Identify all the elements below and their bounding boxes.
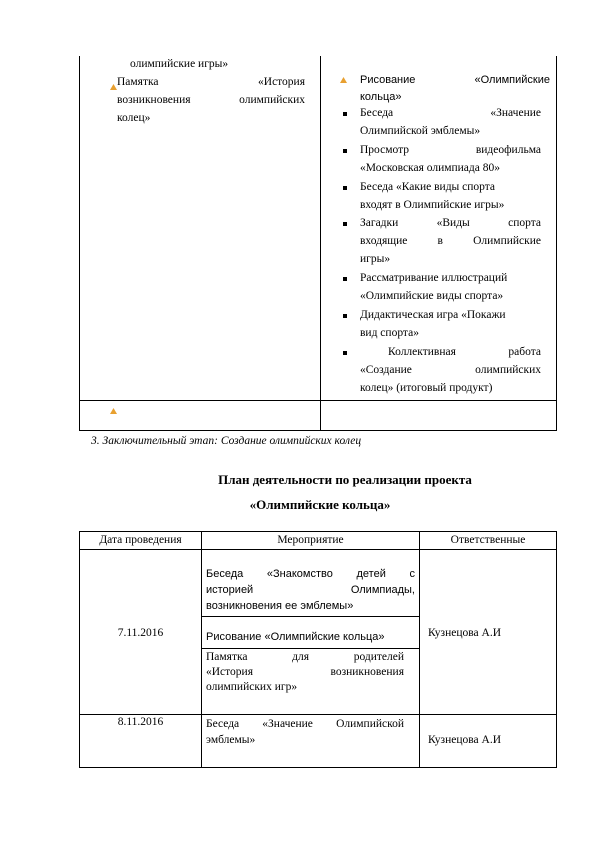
item-1-line-1: Беседа «Значение: [360, 107, 541, 119]
event-divider-1: [202, 616, 419, 617]
square-bullet-icon: [343, 314, 347, 318]
item-5-line-1: Рассматривание иллюстраций: [360, 272, 508, 284]
row-1-event-3-line-1: Памятка для родителей: [206, 651, 405, 663]
row-2-responsible: Кузнецова А.И: [428, 734, 502, 746]
plan-subtitle: «Олимпийские кольца»: [249, 497, 391, 512]
square-bullet-icon: [343, 112, 347, 116]
row-1-event-1-line-1: Беседа «Знакомство детей с: [206, 568, 415, 580]
arrow-bullet-icon: [110, 408, 117, 414]
top-table-border-right: [556, 56, 557, 431]
memo-line-3: колец»: [117, 112, 151, 124]
row-1-responsible: Кузнецова А.И: [428, 627, 502, 639]
top-table-border-bottom: [79, 430, 557, 431]
drawing-line-1: Рисование «Олимпийские: [360, 74, 550, 86]
stage-3-heading: 3. Заключительный этап: Создание олимпийских колец: [91, 435, 362, 447]
square-bullet-icon: [343, 186, 347, 190]
arrow-bullet-icon: [110, 84, 117, 90]
item-3-line-1: Беседа «Какие виды спорта: [360, 181, 496, 193]
item-2-line-2: «Московская олимпиада 80»: [360, 162, 500, 174]
row-2-date: 8.11.2016: [117, 716, 164, 728]
row-1-date: 7.11.2016: [117, 627, 164, 639]
item-4-line-1: Загадки «Виды спорта: [360, 217, 542, 229]
plan-title: План деятельности по реализации проекта: [218, 472, 472, 487]
square-bullet-icon: [343, 222, 347, 226]
row-1-event-3-line-3: олимпийских игр»: [206, 681, 298, 693]
row-1-event-2: Рисование «Олимпийские кольца»: [206, 631, 385, 643]
item-5-line-2: «Олимпийские виды спорта»: [360, 290, 504, 302]
item-7-line-1: Коллективная работа: [388, 346, 541, 358]
plan-header-divider: [79, 549, 557, 550]
left-continuation-text: олимпийские игры»: [130, 58, 229, 70]
item-3-line-2: входят в Олимпийские игры»: [360, 199, 505, 211]
header-event: Мероприятие: [277, 534, 344, 546]
plan-border-bottom: [79, 767, 557, 768]
drawing-line-2: кольца»: [360, 91, 402, 103]
header-responsible: Ответственные: [450, 534, 526, 546]
header-date: Дата проведения: [99, 534, 182, 546]
top-table-row-divider: [79, 400, 557, 401]
memo-line-1: Памятка «История: [117, 76, 305, 88]
event-divider-2: [202, 648, 419, 649]
row-1-event-1-line-3: возникновения ее эмблемы»: [206, 600, 354, 612]
row-2-event-line-1: Беседа «Значение Олимпийской: [206, 718, 405, 730]
item-1-line-2: Олимпийской эмблемы»: [360, 125, 481, 137]
square-bullet-icon: [343, 149, 347, 153]
plan-border-col1: [201, 531, 202, 768]
plan-border-left: [79, 531, 80, 768]
item-2-line-1: Просмотр видеофильма: [360, 144, 541, 156]
top-table-border-mid: [320, 56, 321, 431]
row-1-event-3-line-2: «История возникновения: [206, 666, 404, 678]
row-2-event-line-2: эмблемы»: [206, 734, 256, 746]
item-7-line-3: колец» (итоговый продукт): [360, 382, 493, 394]
item-6-line-2: вид спорта»: [360, 327, 419, 339]
memo-line-2: возникновения олимпийских: [117, 94, 305, 106]
item-4-line-2: входящие в Олимпийские: [360, 235, 541, 247]
square-bullet-icon: [343, 351, 347, 355]
plan-border-right: [556, 531, 557, 768]
top-table-border-left: [79, 56, 80, 431]
plan-row-divider: [79, 714, 557, 715]
arrow-bullet-icon: [340, 77, 347, 83]
item-4-line-3: игры»: [360, 253, 391, 265]
row-1-event-1-line-2: историей Олимпиады,: [206, 584, 415, 596]
plan-border-col2: [419, 531, 420, 768]
item-6-line-1: Дидактическая игра «Покажи: [360, 309, 506, 321]
item-7-line-2: «Создание олимпийских: [360, 364, 541, 376]
square-bullet-icon: [343, 277, 347, 281]
